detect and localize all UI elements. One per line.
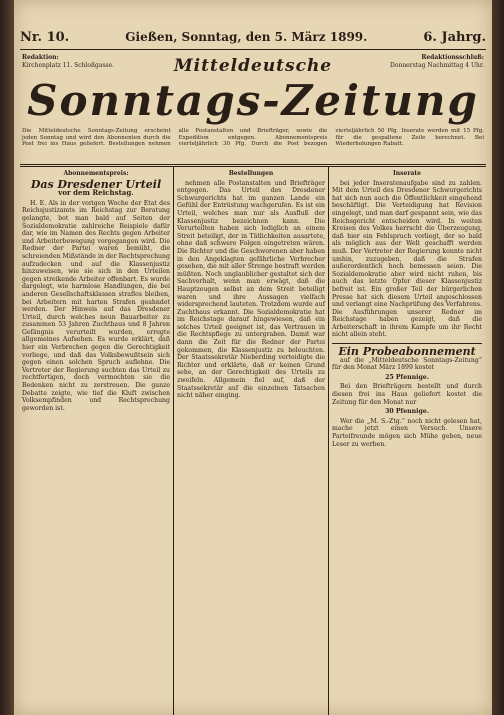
- column-heading: Abonnementspreis:: [63, 170, 129, 177]
- column-divider: [328, 166, 329, 715]
- newspaper-page: [14, 0, 492, 715]
- masthead-rule: [20, 164, 486, 165]
- redaktion-label: Redaktion:: [22, 54, 59, 61]
- column-heading: Bestellungen: [228, 170, 274, 177]
- column-3: [332, 170, 482, 450]
- volume-year: 6. Jahrg.: [423, 30, 486, 45]
- redaktionsschluss-time: Donnerstag Nachmittag 4 Uhr.: [390, 61, 484, 69]
- column-divider: [173, 166, 174, 715]
- promo-text-3: Wer die „M. S.-Ztg.“ noch nicht gelesen hat, mache jetzt einen Versuch. Unsere Parteifreunde mögen sich Mühe geben, neue Leser zu werben.: [332, 417, 482, 448]
- header-rule: [20, 49, 486, 50]
- place-date: Gießen, Sonntag, den 5. März 1899.: [125, 30, 368, 44]
- redaktionsschluss-label: Redaktionsschluß:: [421, 54, 484, 61]
- column-heading: Inserate: [392, 170, 421, 177]
- article-body: nehmen alle Postanstalten und Briefträger entgegen. Das Urteil des Dresdener Schwurgerichts hat im ganzen Lande ein Gefühl der Entrüstung wachgerufen. Es ist ein Urteil, welches man nur als Ausfluß der Klassenjustiz bezeichnen kann. Die Verurteilten haben sich lediglich an einem Streit beteiligt, der in Tätlichkeiten ausartete, ohne daß schwere Folgen eingetreten wären. Die Richter und die Geschworenen aber haben in den Angeklagten gefährliche Verbrecher gesehen, die mit aller Strenge bestraft werden müßten. Noch unglaublicher gestaltet sich der Sachverhalt, wenn man erwägt, daß die Hauptzeugen selbst an dem Streit beteiligt waren und ihre Aussagen vielfach widersprechend lauteten. Trotzdem wurde auf Zuchthaus erkannt. Die Sozialdemokratie hat im Reichstage darauf hingewiesen, daß ein solches Urteil geeignet ist, das Vertrauen in die Rechtspflege zu untergraben. Damit war dann die Zeit für die Redner der Partei gekommen, die Klassenjustiz zu beleuchten. Der Staatssekretär Nieberding verteidigte die Richter und erklärte, daß er keinen Grund sehe, an der Gerechtigkeit des Urteils zu zweifeln. Allgemein fiel auf, daß der Staatssekretär auf die einzelnen Tatsachen nicht näher einging.: [177, 179, 325, 400]
- issue-number: Nr. 10.: [20, 30, 70, 45]
- section-rule: [332, 343, 482, 344]
- article-subtitle: vor dem Reichstag.: [58, 188, 134, 198]
- publication-notice: Die Mitteldeutsche Sonntags-Zeitung erscheint jeden Sonntag und wird den Abonnenten durch die Post frei ins Haus geliefert. Bestellungen nehmen alle Postanstalten und Briefträger, sowie die Expedition entgegen. Abonnementspreis vierteljährlich 30 Pfg. Durch die Post bezogen vierteljährlich 50 Pfg. Inserate werden mit 15 Pfg. für die gespaltene Zeile berechnet. Bei Wiederholungen Rabatt.: [22, 128, 484, 147]
- article-body: bei jeder Inseratenaufgabe sind zu zahlen. Mit dem Urteil des Dresdener Schwurgerichts hat sich nun auch die Öffentlichkeit eingehend beschäftigt. Die Verteidigung hat Revision eingelegt, und man darf gespannt sein, wie das Reichsgericht entscheiden wird. In weiten Kreisen des Volkes herrscht die Überzeugung, daß hier ein Fehlspruch vorliegt, der so bald als möglich aus der Welt geschafft werden muß. Der Vertreter der Regierung konnte nicht umhin, zuzugeben, daß die Strafen außerordentlich hoch bemessen seien. Die Sozialdemokratie aber wird nicht ruhen, bis auch das letzte Opfer dieser Klassenjustiz befreit ist. Ein großer Teil der bürgerlichen Presse hat sich diesem Urteil angeschlossen und verlangt eine Nachprüfung des Verfahrens. Die Ausführungen unserer Redner im Reichstage haben gezeigt, daß die Arbeiterschaft in ihrem Kampfe um ihr Recht nicht allein steht.: [332, 179, 482, 339]
- masthead-rule-double: [20, 166, 486, 167]
- promo-title: Ein Probeabonnement: [338, 345, 476, 359]
- page-edge: [492, 0, 504, 715]
- column-2: [177, 170, 325, 402]
- article-body: H. E. Als in der vorigen Woche der Etat des Reichsjustizamts im Reichstag zur Beratung gelangte, bot man bald auf Seiten der Sozialdemokratie zahlreiche Beispiele dafür dar, wie im Namen des Rechts gegen Arbeiter und Arbeiterbewegung vorgegangen wird. Die Redner der Partei waren bemüht, die schreienden Mißstände in der Rechtsprechung aufzudecken und auf die Klassenjustiz hinzuweisen, wie sie sich in den Urteilen gegen streikende Arbeiter offenbart. Es wurde dargelegt, wie harmlose Handlungen, die bei anderen Gesellschaftsklassen straflos bleiben, bei Arbeitern mit harten Strafen geahndet werden. Der Hinweis auf das Dresdener Urteil, durch welches neun Bauarbeiter zu zusammen 53 Jahren Zuchthaus und 8 Jahren Gefängnis verurteilt wurden, erregte allgemeines Aufsehen. Es wurde erklärt, daß hier ein Verbrechen gegen die Gerechtigkeit vorliege, und daß das Volksbewußtsein sich gegen einen solchen Spruch auflehne. Die Vertreter der Regierung suchten das Urteil zu rechtfertigen, doch vermochten sie die Bedenken nicht zu zerstreuen. Die ganze Debatte zeigte, wie tief die Kluft zwischen Volksempfinden und Rechtsprechung geworden ist.: [22, 199, 170, 412]
- masthead-title: Sonntags-Zeitung: [27, 76, 479, 125]
- promo-price: 25 Pfennige.: [385, 373, 429, 381]
- masthead-right-box: [374, 54, 484, 69]
- article-title: Das Dresdener Urteil: [30, 177, 162, 191]
- masthead-subtitle: Mitteldeutsche: [173, 56, 333, 76]
- book-binding: [0, 0, 14, 715]
- dateline: [20, 30, 486, 48]
- column-1: [22, 170, 170, 414]
- redaktion-address: Kirchenplatz 11. Schloßgasse.: [22, 61, 115, 69]
- masthead-left-box: [22, 54, 132, 69]
- promo-price-2: 30 Pfennige.: [385, 408, 429, 416]
- promo-text: auf die „Mitteldeutsche Sonntags-Zeitung“ für den Monat März 1899 kostet: [332, 356, 482, 372]
- promo-text-2: Bei den Briefträgern bestellt und durch diesen frei ins Haus geliefert kostet die Zeitung für den Monat nur: [332, 383, 482, 406]
